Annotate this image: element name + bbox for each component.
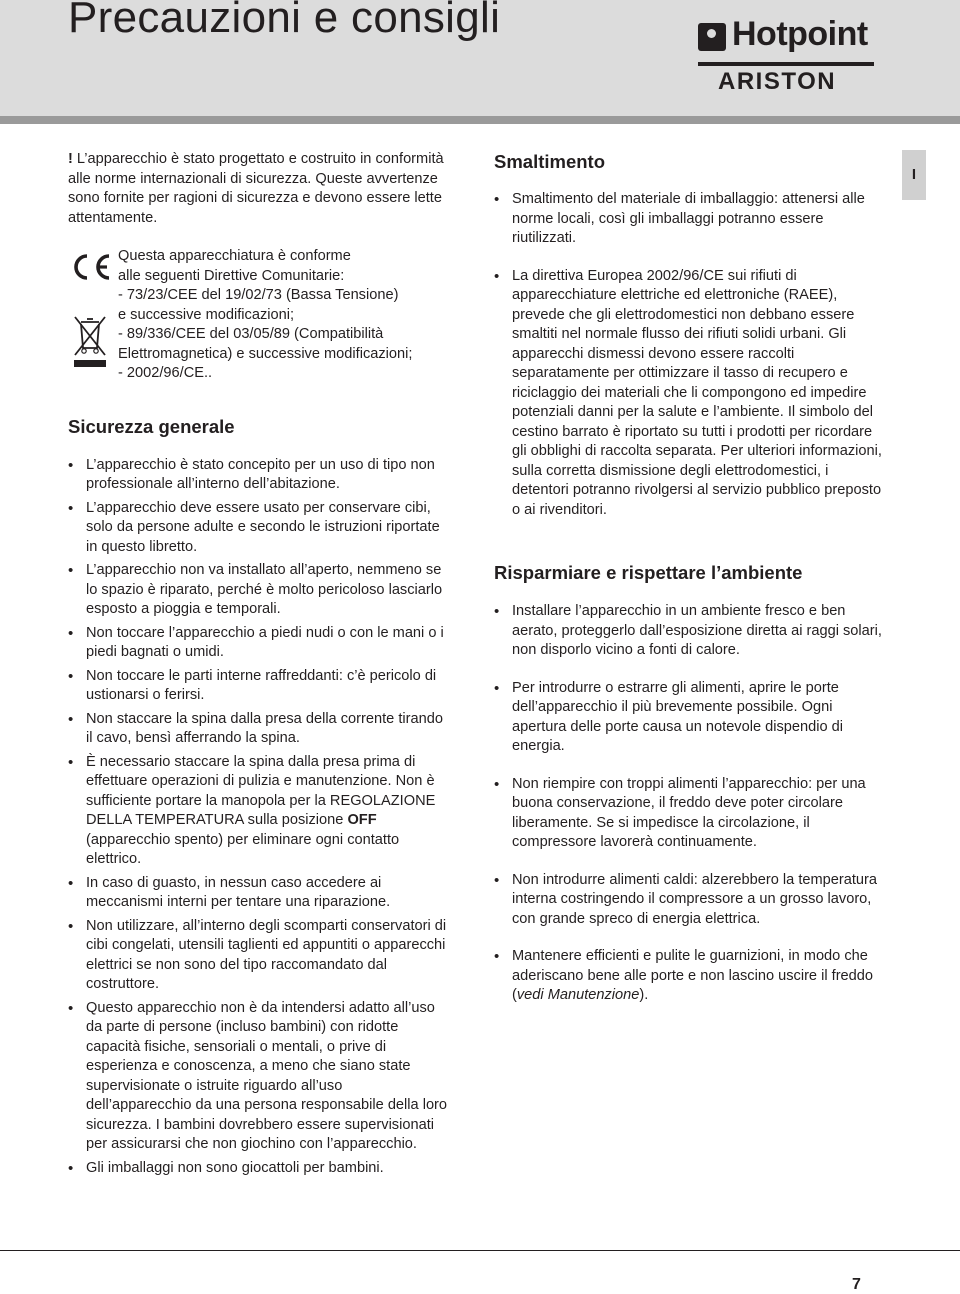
- compliance-line: e successive modificazioni;: [118, 306, 295, 323]
- smaltimento-list: [494, 190, 884, 520]
- list-item: • La direttiva Europea 2002/96/CE sui rifiuti di apparecchiature elettriche ed elettroniche (RAEE), prevede che gli elettrodomestici non debbano essere smaltiti nel normale flusso dei rifiuti solidi urbani. Gli apparecchi dismessi devono essere raccolti separatamente per ottimizzare il tasso di recupero e riciclaggio dei materiali che li compongono ed impedire potenziali danni per la salute e l’ambiente. Il simbolo del cestino barrato è riportato su tutti i prodotti per ricordare gli obblighi di raccolta separata. Per ulteriori informazioni, sulla corretta dismissione degli elettrodomestici, i detentori potranno rivolgersi al servizio pubblico preposto o ai rivenditori.: [494, 267, 884, 521]
- list-item-text: (apparecchio spento) per eliminare ogni contatto elettrico.: [86, 831, 400, 867]
- compliance-line: Questa apparecchiatura è conforme: [118, 248, 351, 264]
- list-item: • Non introdurre alimenti caldi: alzerebbero la temperatura interna costringendo il compressore a un grosso lavoro, con grande spreco di energia elettrica.: [494, 871, 884, 930]
- list-item: • Non riempire con troppi alimenti l’apparecchio: per una buona conservazione, il freddo deve poter circolare liberamente. Se si impedisce la circolazione, il compressore lavorerà continuamente.: [494, 775, 884, 853]
- list-item: • Smaltimento del materiale di imballaggio: attenersi alle norme locali, così gli imballaggi potranno essere riutilizzati.: [494, 190, 884, 249]
- crossed-bin-icon: [72, 315, 108, 371]
- cross-reference-link: vedi Manutenzione: [516, 987, 640, 1003]
- off-label: OFF: [347, 812, 377, 828]
- list-item: • L’apparecchio non va installato all’aperto, nemmeno se lo spazio è riparato, perché è molto pericoloso lasciarlo esposto a pioggia e temporali.: [68, 561, 450, 620]
- list-item: • Non toccare l’apparecchio a piedi nudi o con le mani o i piedi bagnati o umidi.: [68, 624, 450, 663]
- list-item-text: Mantenere efficienti e pulite le guarnizioni, in modo che aderiscano bene alle porte e non lascino uscire il freddo (: [512, 948, 874, 1003]
- intro-text: L’apparecchio è stato progettato e costruito in conformità alle norme internazionali di sicurezza. Queste avvertenze sono fornite per ragioni di sicurezza e devono essere lette attentamente.: [68, 151, 444, 226]
- list-item: • Gli imballaggi non sono giocattoli per bambini.: [68, 1159, 450, 1179]
- compliance-block: [68, 247, 450, 384]
- section-title-smaltimento: Smaltimento: [494, 151, 606, 172]
- list-item-text: ).: [639, 987, 649, 1003]
- warning-mark: !: [68, 151, 73, 167]
- list-item: • Questo apparecchio non è da intendersi adatto all’uso da parte di persone (incluso bambini) con ridotte capacità fisiche, sensoriali o mentali, o prive di esperienza e conoscenza, a meno che siano state supervisionate o istruite riguardo all’uso dell’apparecchio da una persona responsabile della loro sicurezza. I bambini dovrebbero essere supervisionati per assicurarsi che non giochino con l’apparecchio.: [68, 999, 450, 1155]
- compliance-text: [118, 247, 450, 384]
- compliance-line: Elettromagnetica) e successive modificazioni;: [118, 345, 413, 362]
- list-item-text: È necessario staccare la spina dalla presa prima di effettuare operazioni di pulizia e manutenzione. Non è sufficiente portare la manopola per la REGOLAZIONE DELLA TEMPERATURA sulla posizione: [86, 753, 436, 828]
- list-item: • L’apparecchio deve essere usato per conservare cibi, solo da persone adulte e secondo le istruzioni riportate in questo libretto.: [68, 499, 450, 558]
- list-item: • Non staccare la spina dalla presa della corrente tirando il cavo, bensì afferrando la spina.: [68, 710, 450, 749]
- intro-paragraph: [68, 150, 450, 228]
- section-title-sicurezza: Sicurezza generale: [68, 415, 235, 437]
- header-rule: [0, 116, 960, 124]
- compliance-line: - 89/336/CEE del 03/05/89 (Compatibilità: [118, 326, 384, 342]
- compliance-line: alle seguenti Direttive Comunitarie:: [118, 267, 345, 284]
- hotpoint-mark-icon: [698, 23, 726, 51]
- footer-rule: [0, 1250, 960, 1251]
- sicurezza-list: [68, 456, 450, 1179]
- list-item: • Per introdurre o estrarre gli alimenti, aprire le porte dell’apparecchio il più brevemente possibile. Ogni apertura delle porte causa un notevole dispendio di energia.: [494, 679, 884, 757]
- list-item: • Non utilizzare, all’interno degli scomparti conservatori di cibi congelati, utensili taglienti ed appuntiti o apparecchi elettrici se non sono del tipo raccomandato dal costruttore.: [68, 917, 450, 995]
- list-item: • In caso di guasto, in nessun caso accedere ai meccanismi interni per tentare una riparazione.: [68, 874, 450, 913]
- logo-rule: [698, 62, 874, 66]
- compliance-line: - 73/23/CEE del 19/02/73 (Bassa Tensione): [118, 287, 399, 303]
- brand-logo: [698, 15, 874, 100]
- compliance-line: - 2002/96/CE..: [118, 365, 213, 381]
- logo-hotpoint-text: Hotpoint: [732, 15, 868, 53]
- right-column: [494, 150, 884, 1024]
- page-title: Precauzioni e consigli: [68, 0, 501, 42]
- page-number: 7: [852, 1276, 861, 1293]
- list-item: • Installare l’apparecchio in un ambiente fresco e ben aerato, proteggerlo dall’esposizione diretta ai raggi solari, non disporlo vicino a fonti di calore.: [494, 602, 884, 661]
- section-title-risparmiare: Risparmiare e rispettare l’ambiente: [494, 562, 803, 583]
- logo-ariston-text: ARISTON: [718, 68, 837, 95]
- left-column: [68, 150, 450, 1182]
- risparmiare-list: [494, 602, 884, 1006]
- ce-mark-icon: [68, 253, 112, 281]
- list-item: • Non toccare le parti interne raffreddanti: c’è pericolo di ustionarsi o ferirsi.: [68, 667, 450, 706]
- list-item: • L’apparecchio è stato concepito per un uso di tipo non professionale all’interno dell’abitazione.: [68, 456, 450, 495]
- language-tab: I: [902, 150, 926, 200]
- list-item: [68, 753, 450, 870]
- list-item: [494, 947, 884, 1006]
